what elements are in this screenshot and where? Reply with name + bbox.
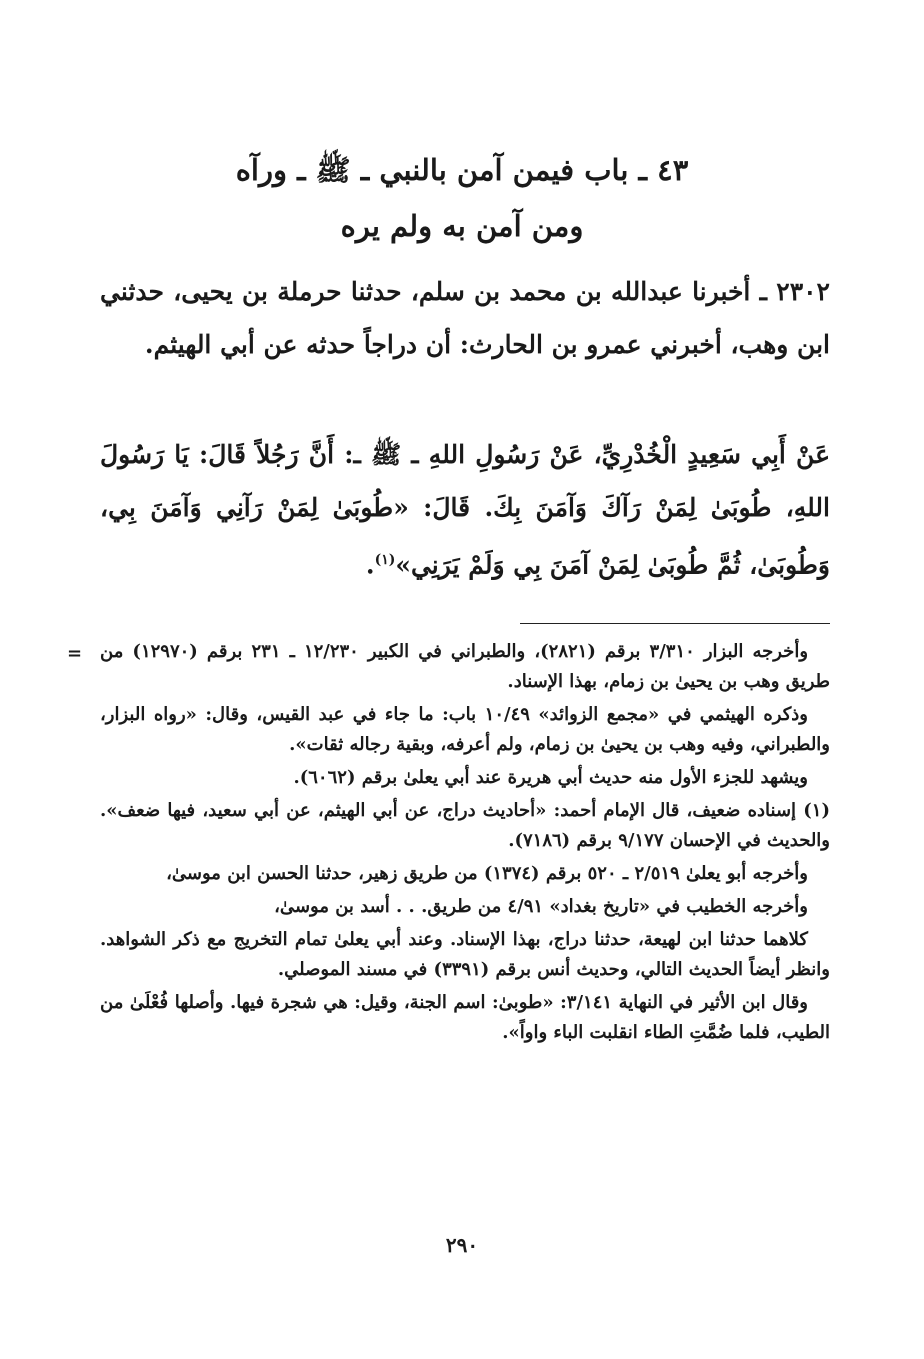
footnote-divider <box>520 623 830 624</box>
page-number: ٢٩٠ <box>445 1233 479 1257</box>
hadith-matn <box>100 428 830 591</box>
chapter-title-line-1: ٤٣ ـ باب فيمن آمن بالنبي ـ ﷺ ـ ورآه <box>235 153 689 187</box>
footnote-paragraph: وأخرجه أبو يعلىٰ ٢/٥١٩ ـ ٥٢٠ برقم (١٣٧٤) من طريق زهير، حدثنا الحسن ابن موسىٰ، <box>166 863 808 884</box>
matn-text: عَنْ أَبِي سَعِيدٍ الْخُدْرِيِّ، عَنْ رَسُولِ اللهِ ـ ﷺ ـ: أَنَّ رَجُلاً قَالَ: يَا رَسُولَ اللهِ، طُوبَىٰ لِمَنْ رَآكَ وَآمَنَ بِكَ. قَالَ: «طُوبَىٰ لِمَنْ رَآنِي وَآمَنَ بِي، وَطُوبَىٰ، ثُمَّ طُوبَىٰ لِمَنْ آمَنَ بِي وَلَمْ يَرَنِي» <box>100 440 830 580</box>
chapter-heading <box>120 142 804 254</box>
footnote-paragraph: وأخرجه الخطيب في «تاريخ بغداد» ٤/٩١ من طريق. . . أسد بن موسىٰ، <box>274 896 808 917</box>
hadith-number: ٢٣٠٢ <box>776 277 830 306</box>
isnad-text: ـ أخبرنا عبدالله بن محمد بن سلم، حدثنا حرملة بن يحيى، حدثني ابن وهب، أخبرني عمرو بن الحارث: أن دراجاً حدثه عن أبي الهيثم. <box>100 277 830 359</box>
footnote-paragraph: وذكره الهيثمي في «مجمع الزوائد» ١٠/٤٩ باب: ما جاء في عبد القيس، وقال: «رواه البزار، والطبراني، وفيه وهب بن يحيىٰ بن زمام، ولم أعرفه، وبقية رجاله ثقات». <box>100 704 830 755</box>
chapter-title-line-2: ومن آمن به ولم يره <box>340 209 584 243</box>
footnote-paragraph: كلاهما حدثنا ابن لهيعة، حدثنا دراج، بهذا الإسناد. وعند أبي يعلىٰ تمام التخريج مع ذكر الشواهد. وانظر أيضاً الحديث التالي، وحديث أنس برقم (٣٣٩١) في مسند الموصلي. <box>100 929 830 980</box>
footnotes <box>67 637 830 1051</box>
footnote-paragraph: وأخرجه البزار ٣/٣١٠ برقم (٢٨٢١)، والطبراني في الكبير ١٢/٢٣٠ ـ ٢٣١ برقم (١٢٩٧٠) من طريق وهب بن يحيىٰ بن زمام، بهذا الإسناد. <box>100 641 830 692</box>
matn-end: . <box>365 550 375 580</box>
footnote-paragraph: (١) إسناده ضعيف، قال الإمام أحمد: «أحاديث دراج، عن أبي الهيثم، عن أبي سعيد، فيها ضعف». والحديث في الإحسان ٩/١٧٧ برقم (٧١٨٦). <box>100 800 830 851</box>
footnote-ref: (١) <box>374 552 396 568</box>
footnote-paragraph: وقال ابن الأثير في النهاية ٣/١٤١: «طوبىٰ: اسم الجنة، وقيل: هي شجرة فيها. وأصلها فُعْلَىٰ من الطيب، فلما ضُمَّتِ الطاء انقلبت الباء واواً». <box>100 992 830 1043</box>
footnote-paragraph: ويشهد للجزء الأول منه حديث أبي هريرة عند أبي يعلىٰ برقم (٦٠٦٢). <box>293 767 808 788</box>
continuation-mark: = <box>67 643 83 664</box>
hadith-isnad <box>100 265 830 371</box>
